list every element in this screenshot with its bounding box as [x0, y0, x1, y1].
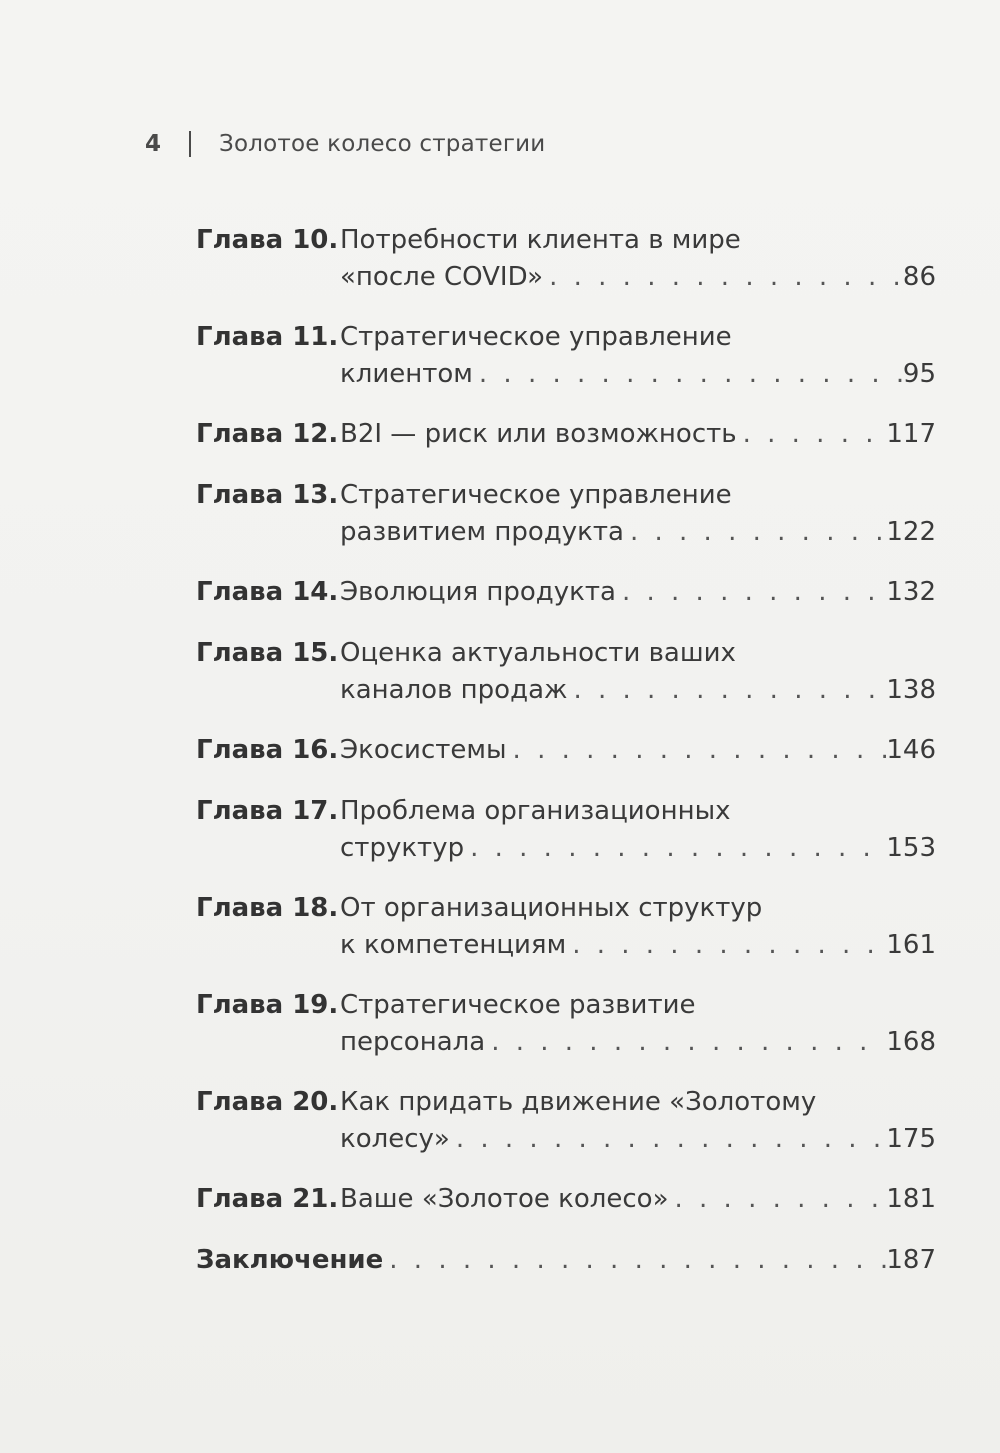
page-ref: 132 — [886, 577, 936, 607]
chapter-label: Глава 12. — [196, 419, 339, 449]
page-ref: 95 — [902, 359, 936, 389]
title-line — [340, 319, 936, 356]
chapter-title-block — [340, 890, 936, 964]
dot-leader — [616, 574, 886, 611]
toc-entry — [196, 319, 936, 393]
chapter-title-text: персонала — [340, 1027, 486, 1057]
chapter-label: Глава 15. — [196, 638, 339, 668]
toc-entry — [196, 416, 936, 453]
chapter-title-text: Экосистемы — [340, 735, 507, 765]
page-ref: 122 — [886, 517, 936, 547]
toc-entry — [196, 1242, 936, 1279]
title-line — [340, 987, 936, 1024]
chapter-title-text: структур — [340, 833, 465, 863]
dot-leader — [464, 830, 886, 867]
toc-entry — [196, 635, 936, 709]
title-line — [340, 1084, 936, 1121]
page-number: 4 — [145, 131, 162, 157]
chapter-title-text: Как придать движение «Золотому — [340, 1087, 817, 1117]
chapter-title-block — [340, 1181, 936, 1218]
chapter-title-text: развитием продукта — [340, 517, 624, 547]
title-line — [340, 477, 936, 514]
chapter-label: Глава 13. — [196, 480, 339, 510]
chapter-title-block — [196, 1242, 936, 1279]
page-ref: 181 — [886, 1184, 936, 1214]
chapter-title-text: B2I — риск или возможность — [340, 419, 737, 449]
chapter-label: Глава 19. — [196, 990, 339, 1020]
dot-leader — [450, 1121, 887, 1158]
title-line — [340, 574, 936, 611]
chapter-title-block — [340, 319, 936, 393]
page-ref: 168 — [886, 1027, 936, 1057]
title-line — [340, 222, 936, 259]
chapter-title-text: клиентом — [340, 359, 473, 389]
chapter-label: Глава 16. — [196, 735, 339, 765]
dot-leader — [485, 1024, 886, 1061]
chapter-label: Глава 11. — [196, 322, 339, 352]
chapter-label: Глава 14. — [196, 577, 339, 607]
title-line — [340, 732, 936, 769]
title-line — [340, 830, 936, 867]
title-line — [340, 356, 936, 393]
toc-entry — [196, 890, 936, 964]
title-line — [340, 927, 936, 964]
chapter-title-block — [340, 635, 936, 709]
dot-leader — [737, 416, 887, 453]
toc-entry — [196, 1084, 936, 1158]
chapter-title-block — [340, 477, 936, 551]
chapter-title-block — [340, 1084, 936, 1158]
chapter-title-text: Проблема организационных — [340, 796, 731, 826]
chapter-title-text: Заключение — [196, 1245, 384, 1275]
title-line — [340, 416, 936, 453]
toc-entry — [196, 987, 936, 1061]
toc-entry — [196, 793, 936, 867]
chapter-title-text: каналов продаж — [340, 675, 568, 705]
book-title: Золотое колесо стратегии — [219, 131, 546, 157]
toc-entry — [196, 732, 936, 769]
chapter-title-block — [340, 732, 936, 769]
title-line — [340, 1121, 936, 1158]
dot-leader — [383, 1242, 886, 1279]
toc-entry — [196, 574, 936, 611]
title-line — [340, 259, 936, 296]
page-ref: 175 — [886, 1124, 936, 1154]
dot-leader — [668, 1181, 886, 1218]
dot-leader — [624, 514, 886, 551]
page-ref: 153 — [886, 833, 936, 863]
page-ref: 86 — [902, 262, 936, 292]
dot-leader — [566, 927, 886, 964]
chapter-title-block — [340, 793, 936, 867]
toc-entry — [196, 1181, 936, 1218]
page-ref: 161 — [886, 930, 936, 960]
chapter-title-block — [340, 416, 936, 453]
dot-leader — [543, 259, 903, 296]
title-line — [340, 1181, 936, 1218]
running-head — [145, 126, 545, 162]
page-ref: 146 — [886, 735, 936, 765]
chapter-title-text: Оценка актуальности ваших — [340, 638, 736, 668]
chapter-title-text: Потребности клиента в мире — [340, 225, 741, 255]
title-line — [340, 635, 936, 672]
chapter-title-text: колесу» — [340, 1124, 450, 1154]
table-of-contents — [196, 222, 936, 1303]
dot-leader — [473, 356, 903, 393]
title-line — [340, 890, 936, 927]
chapter-title-text: Стратегическое развитие — [340, 990, 696, 1020]
chapter-title-text: Ваше «Золотое колесо» — [340, 1184, 669, 1214]
chapter-label: Глава 17. — [196, 796, 339, 826]
dot-leader — [567, 672, 886, 709]
chapter-title-text: От организационных структур — [340, 893, 763, 923]
header-divider — [189, 131, 191, 157]
chapter-title-text: Эволюция продукта — [340, 577, 616, 607]
chapter-title-block — [340, 574, 936, 611]
title-line — [340, 514, 936, 551]
chapter-label: Глава 10. — [196, 225, 339, 255]
toc-entry — [196, 222, 936, 296]
chapter-label: Глава 21. — [196, 1184, 339, 1214]
toc-entry — [196, 477, 936, 551]
chapter-title-block — [340, 222, 936, 296]
title-line — [340, 793, 936, 830]
title-line — [340, 1024, 936, 1061]
title-line — [340, 672, 936, 709]
dot-leader — [507, 732, 887, 769]
chapter-title-text: Стратегическое управление — [340, 322, 732, 352]
chapter-title-block — [340, 987, 936, 1061]
page-ref: 138 — [886, 675, 936, 705]
chapter-label: Глава 20. — [196, 1087, 339, 1117]
chapter-title-text: Стратегическое управление — [340, 480, 732, 510]
title-line — [196, 1242, 936, 1279]
chapter-label: Глава 18. — [196, 893, 339, 923]
chapter-title-text: «после COVID» — [340, 262, 544, 292]
page-ref: 187 — [886, 1245, 936, 1275]
page-ref: 117 — [886, 419, 936, 449]
chapter-title-text: к компетенциям — [340, 930, 567, 960]
